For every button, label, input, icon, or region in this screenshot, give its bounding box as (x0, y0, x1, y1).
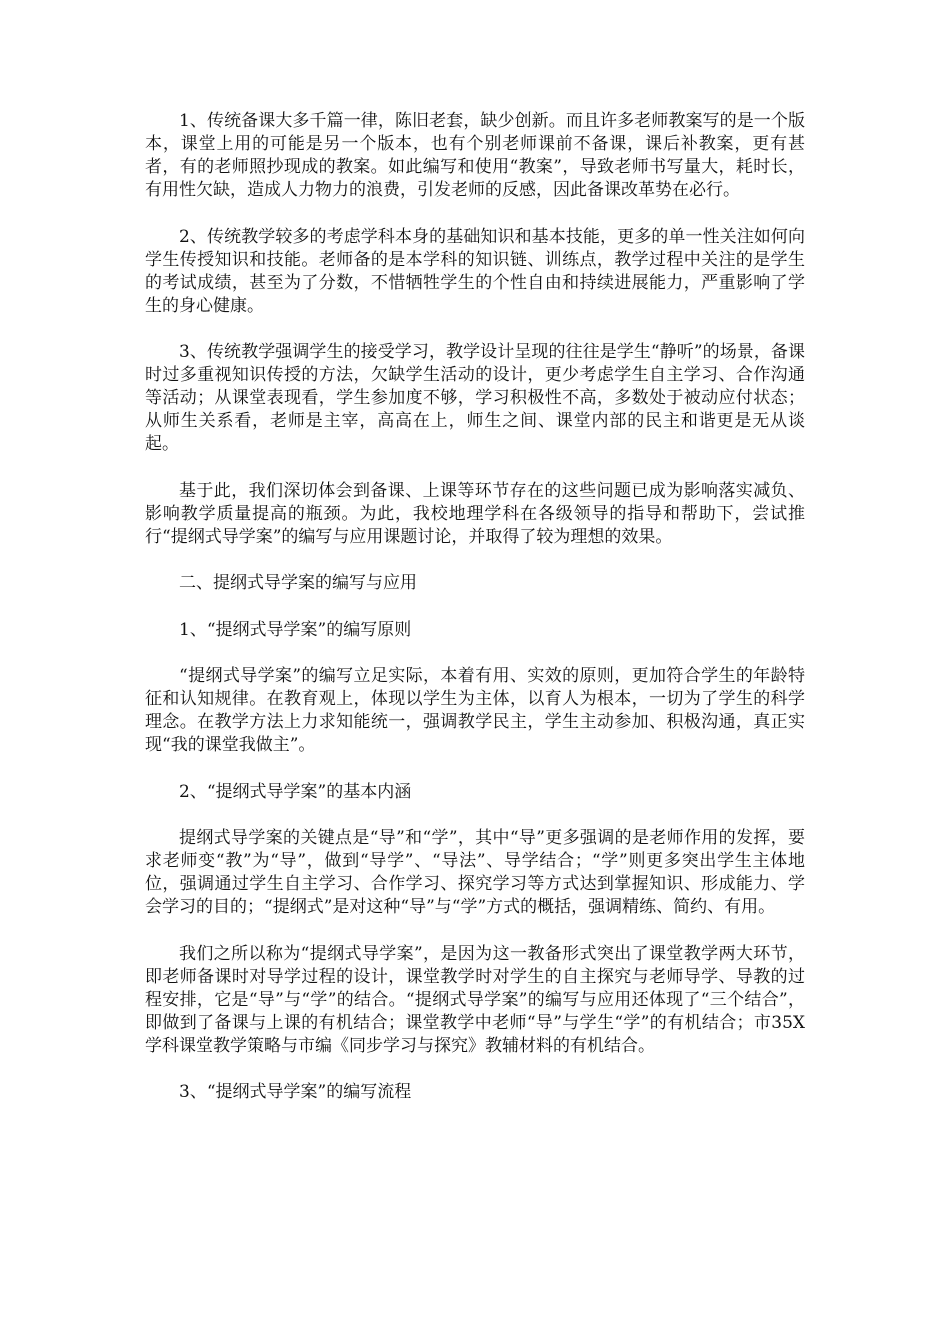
paragraph-compilation-principles: “提纲式导学案”的编写立足实际，本着有用、实效的原则，更加符合学生的年龄特征和认知规律。在教育观上，体现以学生为主体，以育人为根本，一切为了学生的科学理念。在教学方法上力求知能统一，强调教学民主，学生主动参加、积极沟通，真正实现“我的课堂我做主”。 (145, 666, 805, 755)
paragraph-why-called-outline: 我们之所以称为“提纲式导学案”，是因为这一教备形式突出了课堂教学两大环节，即老师备课时对导学过程的设计，课堂教学时对学生的自主探究与老师导学、导教的过程安排，它是“导”与“学”的结合。“提纲式导学案”的编写与应用还体现了“三个结合”，即做到了备课与上课的有机结合；课堂教学中老师“导”与学生“学”的有机结合；市35X学科课堂教学策略与市编《同步学习与探究》教辅材料的有机结合。 (145, 943, 805, 1056)
subheading-basic-connotation: 2、“提纲式导学案”的基本内涵 (179, 781, 412, 802)
section-heading-two: 二、提纲式导学案的编写与应用 (179, 573, 417, 593)
paragraph-traditional-teaching-skills: 2、传统教学较多的考虑学科本身的基础知识和基本技能，更多的单一性关注如何向学生传授知识和技能。老师备的是本学科的知识链、训练点，教学过程中关注的是学生的考试成绩，甚至为了分数，不惜牺牲学生的个性自由和持续进展能力，严重影响了学生的身心健康。 (145, 226, 805, 316)
subheading-compilation-process: 3、“提纲式导学案”的编写流程 (179, 1082, 412, 1102)
paragraph-based-on-this: 基于此，我们深切体会到备课、上课等环节存在的这些问题已成为影响落实减负、影响教学质量提高的瓶颈。为此，我校地理学科在各级领导的指导和帮助下，尝试推行“提纲式导学案”的编写与应用课题讨论，并取得了较为理想的效果。 (145, 480, 805, 547)
subheading-compilation-principles: 1、“提纲式导学案”的编写原则 (179, 619, 412, 640)
paragraph-basic-connotation: 提纲式导学案的关键点是“导”和“学”，其中“导”更多强调的是老师作用的发挥，要求老师变“教”为“导”，做到“导学”、“导法”、导学结合；“学”则更多突出学生主体地位，强调通过学生自主学习、合作学习、探究学习等方式达到掌握知识、形成能力、学会学习的目的；“提纲式”是对这种“导”与“学”方式的概括，强调精练、简约、有用。 (145, 828, 805, 917)
paragraph-traditional-receptive-learning: 3、传统教学强调学生的接受学习，教学设计呈现的往往是学生“静听”的场景，备课时过多重视知识传授的方法，欠缺学生活动的设计，更少考虑学生自主学习、合作沟通等活动；从课堂表现看，学生参加度不够，学习积极性不高，多数处于被动应付状态；从师生关系看，老师是主宰，高高在上，师生之间、课堂内部的民主和谐更是无从谈起。 (145, 342, 805, 454)
document-page (145, 110, 805, 1128)
paragraph-traditional-lesson-prep: 1、传统备课大多千篇一律，陈旧老套，缺少创新。而且许多老师教案写的是一个版本，课堂上用的可能是另一个版本，也有个别老师课前不备课，课后补教案，更有甚者，有的老师照抄现成的教案。如此编写和使用“教案”，导致老师书写量大，耗时长，有用性欠缺，造成人力物力的浪费，引发老师的反感，因此备课改革势在必行。 (145, 111, 805, 200)
